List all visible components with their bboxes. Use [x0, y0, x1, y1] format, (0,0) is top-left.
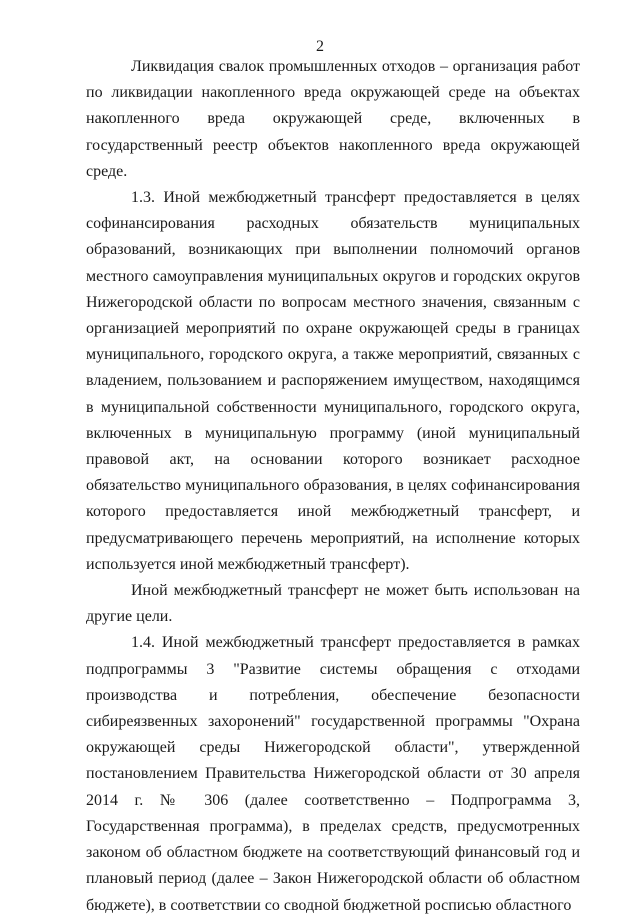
- paragraph-1-3: 1.3. Иной межбюджетный трансферт предоставляется в целях софинансирования расходных обязательств муниципальных образований, возникающих при выполнении полномочий органов местного самоуправления муниципальных округов и городских округов Нижегородской области по вопросам местного значения, связанным с организацией мероприятий по охране окружающей среды в границах муниципального, городского округа, а также мероприятий, связанных с владением, пользованием и распоряжением имуществом, находящимся в муниципальной собственности муниципального, городского округа, включенных в муниципальную программу (иной муниципальный правовой акт, на основании которого возникает расходное обязательство муниципального образования, в целях софинансирования которого предоставляется иной межбюджетный трансферт, и предусматривающего перечень мероприятий, на исполнение которых используется иной межбюджетный трансферт).: [86, 189, 580, 573]
- page-number: 2: [316, 38, 324, 55]
- paragraph-1-4: 1.4. Иной межбюджетный трансферт предоставляется в рамках подпрограммы 3 "Развитие системы обращения с отходами производства и потребления, обеспечение безопасности сибиреязвенных захоронений" государственной программы "Охрана окружающей среды Нижегородской области", утвержденной постановлением Правительства Нижегородской области от 30 апреля 2014 г. № 306 (далее соответственно – Подпрограмма 3, Государственная программа), в пределах средств, предусмотренных законом об областном бюджете на соответствующий финансовый год и плановый период (далее – Закон Нижегородской области об областном бюджете), в соответствии со сводной бюджетной росписью областного: [86, 634, 580, 914]
- paragraph-other-purposes: Иной межбюджетный трансферт не может быть использован на другие цели.: [86, 582, 580, 626]
- document-body: [86, 54, 580, 919]
- paragraph-landfill-liquidation: Ликвидация свалок промышленных отходов – организация работ по ликвидации накопленного вреда окружающей среде на объектах накопленного вреда окружающей среде, включенных в государственный реестр объектов накопленного вреда окружающей среде.: [86, 58, 580, 180]
